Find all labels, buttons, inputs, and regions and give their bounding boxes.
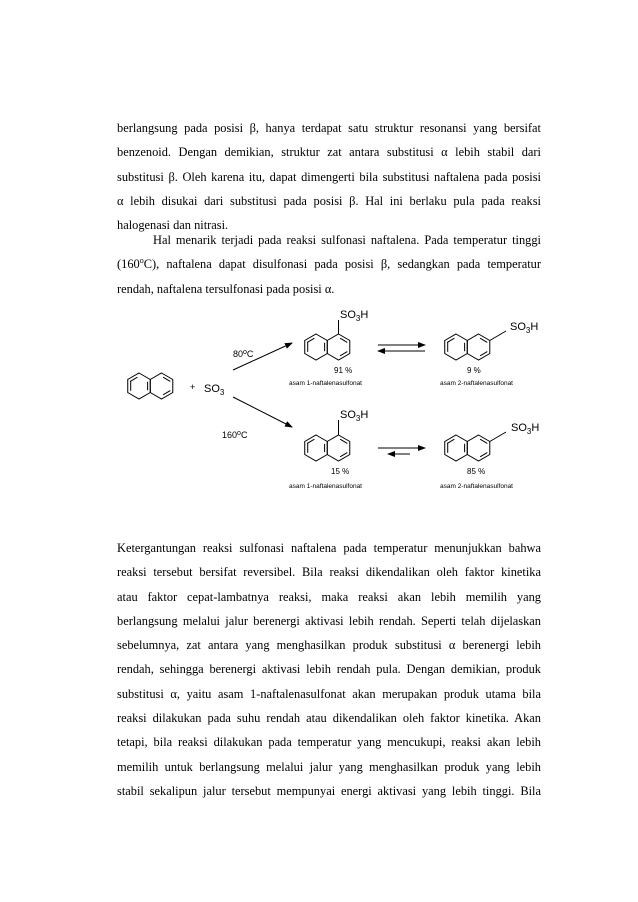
text-line: reaksi tersebut bersifat reversibel. Bila reaksi dikendalikan oleh faktor kinetika <box>117 565 541 580</box>
sulfonic-group-label: $SO_3H$ <box>510 321 539 335</box>
text-line: α lebih disukai dari substitusi pada posisi β. Hal ini berlaku pula pada reaksi <box>117 193 541 208</box>
sulfonic-group-label: $SO_3H$ <box>340 309 369 323</box>
text-line: reaksi dilakukan pada suhu rendah atau dikendalikan oleh faktor kinetika. Akan <box>117 711 541 726</box>
text-line: halogenasi dan nitrasi. <box>117 218 229 233</box>
beta-product-bottom <box>445 435 490 461</box>
sulfonic-group-label: $SO_3H$ <box>340 409 369 423</box>
beta-product-top <box>445 334 490 360</box>
text-fragment: C), naftalena dapat disulfonasi pada posisi β, sedangkan pada temperatur <box>143 257 541 272</box>
bond-line <box>490 432 506 442</box>
yield-beta-bottom: 85 % <box>467 467 486 476</box>
name-alpha-top: asam 1-naftalenasulfonat <box>289 380 362 387</box>
plus-sign: + <box>190 382 196 392</box>
yield-alpha-top: 91 % <box>334 366 353 375</box>
name-beta-top: asam 2-naftalenasulfonat <box>440 380 513 387</box>
text-line: berlangsung pada posisi β, hanya terdapat satu struktur resonansi yang bersifat <box>117 121 541 135</box>
text-line: berlangsung melalui jalur berenergi aktivasi lebih rendah. Seperti telah dijelaskan <box>117 613 541 628</box>
text-line: memilih untuk berlangsung melalui jalur yang menghasilkan produk yang lebih <box>117 759 541 774</box>
text-line: atau faktor cepat-lambatnya reaksi, maka reaksi akan lebih memilih yang <box>117 589 541 604</box>
text-line: sebelumnya, zat antara yang menghasilkan produk substitusi α berenergi lebih <box>117 638 541 653</box>
yield-alpha-bottom: 15 % <box>331 467 350 476</box>
text-line: substitusi α, yaitu asam 1-naftalenasulfonat akan merupakan produk utama bila <box>117 686 541 701</box>
text-line: rendah, sehingga berenergi aktivasi lebih rendah pula. Dengan demikian, produk <box>117 662 541 677</box>
alpha-product-bottom <box>305 435 350 461</box>
name-alpha-bottom: asam 1-naftalenasulfonat <box>289 483 362 490</box>
sulfonic-group-label: $SO_3H$ <box>511 422 540 436</box>
condition-160c: 160$^o$C <box>222 430 248 440</box>
text-line: substitusi β. Oleh karena itu, dapat dimengerti bila substitusi naftalena pada posisi <box>117 169 541 184</box>
degree-superscript: o <box>139 256 144 266</box>
naphthalene-structure <box>128 373 173 399</box>
text-fragment: (160 <box>117 257 140 272</box>
alpha-product-top <box>305 334 350 360</box>
text-line: Hal menarik terjadi pada reaksi sulfonasi naftalena. Pada temperatur tinggi <box>153 233 541 247</box>
text-line: benzenoid. Dengan demikian, struktur zat antara substitusi α lebih stabil dari <box>117 145 541 160</box>
text-line: Ketergantungan reaksi sulfonasi naftalena pada temperatur menunjukkan bahwa <box>117 541 541 555</box>
text-line: stabil sekalipun jalur tersebut mempunyai energi aktivasi yang lebih tinggi. Bila <box>117 783 541 798</box>
condition-80c: 80$^o$C <box>233 349 254 359</box>
paragraph-3 <box>117 536 541 803</box>
name-beta-bottom: asam 2-naftalenasulfonat <box>440 483 513 490</box>
reagent-so3: $SO_3$ <box>204 383 225 397</box>
bond-line <box>490 331 506 341</box>
text-line: rendah, naftalena tersulfonasi pada posisi α. <box>117 281 335 296</box>
reaction-arrow-160c <box>233 397 292 427</box>
yield-beta-top: 9 % <box>467 366 481 375</box>
text-line: tetapi, bila reaksi dilakukan pada temperatur yang mencukupi, reaksi akan lebih <box>117 735 541 750</box>
